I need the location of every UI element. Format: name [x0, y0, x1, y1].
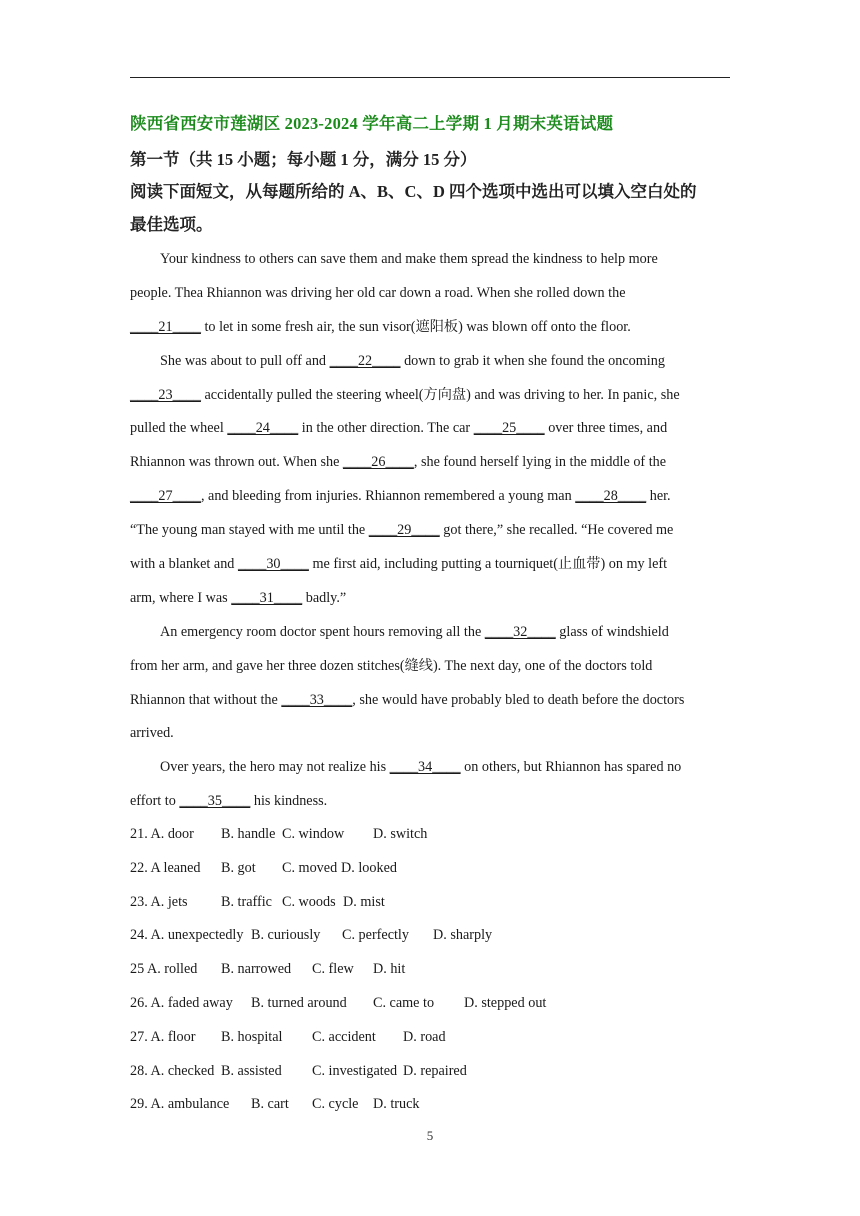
- passage-line: Your kindness to others can save them and make them spread the kindness to help more: [160, 251, 658, 267]
- instruction-line-1: 阅读下面短文，从每题所给的 A、B、C、D 四个选项中选出可以填入空白处的: [130, 182, 697, 201]
- option-c: C. came to: [373, 994, 435, 1011]
- option-d: D. mist: [343, 893, 385, 910]
- option-c: C. perfectly: [342, 927, 409, 944]
- blank-31: ____31____: [231, 589, 303, 606]
- option-d: D. truck: [373, 1096, 420, 1113]
- passage-line: She was about to pull off and ____22____ down to grab it when she found the oncoming: [160, 352, 665, 369]
- passage-line: arrived.: [130, 725, 174, 742]
- option-b: B. traffic: [221, 893, 272, 910]
- blank-23: ____23____: [130, 386, 201, 403]
- option-b: B. got: [221, 859, 256, 876]
- passage-line: pulled the wheel ____24____ in the other direction. The car ____25____ over three times, and: [130, 420, 668, 437]
- option-b: B. turned around: [251, 994, 347, 1011]
- option-d: D. stepped out: [464, 994, 547, 1011]
- option-c: C. flew: [312, 961, 354, 978]
- instruction-line-2: 最佳选项。: [130, 215, 213, 234]
- blank-34: ____34____: [389, 759, 461, 776]
- option-b: B. hospital: [221, 1028, 283, 1045]
- option-d: D. sharply: [433, 927, 493, 944]
- option-a: 25 A. rolled: [130, 961, 198, 978]
- blank-33: ____33____: [281, 691, 353, 708]
- option-b: B. curiously: [251, 927, 321, 944]
- reading-passage: [130, 243, 730, 819]
- option-a: 26. A. faded away: [130, 994, 233, 1011]
- passage-line: Over years, the hero may not realize his ____34____ on others, but Rhiannon has spared no: [160, 759, 682, 776]
- option-d: D. looked: [341, 859, 397, 876]
- option-b: B. narrowed: [221, 961, 292, 978]
- option-d: D. hit: [373, 961, 406, 978]
- passage-line: An emergency room doctor spent hours removing all the ____32____ glass of windshield: [160, 623, 669, 640]
- option-a: 23. A. jets: [130, 893, 188, 910]
- option-a: 22. A leaned: [130, 859, 201, 876]
- blank-25: ____25____: [473, 420, 545, 437]
- blank-26: ____26____: [342, 454, 414, 471]
- option-d: D. repaired: [403, 1062, 467, 1079]
- option-a: 28. A. checked: [130, 1062, 215, 1079]
- option-c: C. accident: [312, 1028, 376, 1045]
- passage-line: “The young man stayed with me until the ____29____ got there,” she recalled. “He covered me: [130, 522, 674, 539]
- passage-line: people. Thea Rhiannon was driving her old car down a road. When she rolled down the: [130, 284, 626, 301]
- option-c: C. investigated: [312, 1062, 398, 1079]
- blank-27: ____27____: [130, 488, 201, 505]
- blank-32: ____32____: [484, 623, 556, 640]
- option-c: C. woods: [282, 893, 336, 910]
- option-d: D. switch: [373, 826, 428, 842]
- option-a: 24. A. unexpectedly: [130, 927, 244, 944]
- passage-line: ____21____ to let in some fresh air, the sun visor(遮阳板) was blown off onto the floor.: [130, 318, 631, 335]
- option-b: B. cart: [251, 1096, 289, 1113]
- passage-line: with a blanket and ____30____ me first aid, including putting a tourniquet(止血带) on my left: [130, 556, 668, 573]
- header-rule: [130, 77, 730, 78]
- passage-line: ____27____, and bleeding from injuries. Rhiannon remembered a young man ____28____ her.: [130, 488, 671, 505]
- blank-28: ____28____: [575, 488, 647, 505]
- passage-line: from her arm, and gave her three dozen stitches(缝线). The next day, one of the doctors told: [130, 657, 653, 674]
- option-a: 21. A. door: [130, 826, 194, 842]
- option-a: 27. A. floor: [130, 1028, 196, 1045]
- blank-29: ____29____: [368, 522, 440, 539]
- blank-30: ____30____: [237, 556, 309, 573]
- blank-35: ____35____: [179, 793, 251, 810]
- option-b: B. handle: [221, 826, 276, 842]
- option-b: B. assisted: [221, 1062, 282, 1079]
- option-a: 29. A. ambulance: [130, 1096, 230, 1113]
- option-c: C. window: [282, 826, 345, 842]
- passage-line: arm, where I was ____31____ badly.”: [130, 589, 347, 606]
- passage-line: Rhiannon was thrown out. When she ____26____, she found herself lying in the middle of the: [130, 454, 667, 471]
- passage-line: Rhiannon that without the ____33____, she would have probably bled to death before the doctors: [130, 691, 685, 708]
- exam-title: 陕西省西安市莲湖区 2023-2024 学年高二上学期 1 月期末英语试题: [130, 114, 614, 133]
- option-d: D. road: [403, 1028, 446, 1045]
- passage-line: ____23____ accidentally pulled the steering wheel(方向盘) and was driving to her. In panic, she: [130, 386, 680, 403]
- passage-line: effort to ____35____ his kindness.: [130, 793, 328, 810]
- blank-24: ____24____: [227, 420, 299, 437]
- option-c: C. moved: [282, 859, 338, 876]
- section-heading: 第一节（共 15 小题；每小题 1 分，满分 15 分）: [130, 150, 477, 169]
- blank-21: ____21____: [130, 318, 201, 335]
- option-c: C. cycle: [312, 1096, 359, 1113]
- blank-22: ____22____: [329, 352, 401, 369]
- page-number: 5: [426, 1128, 434, 1143]
